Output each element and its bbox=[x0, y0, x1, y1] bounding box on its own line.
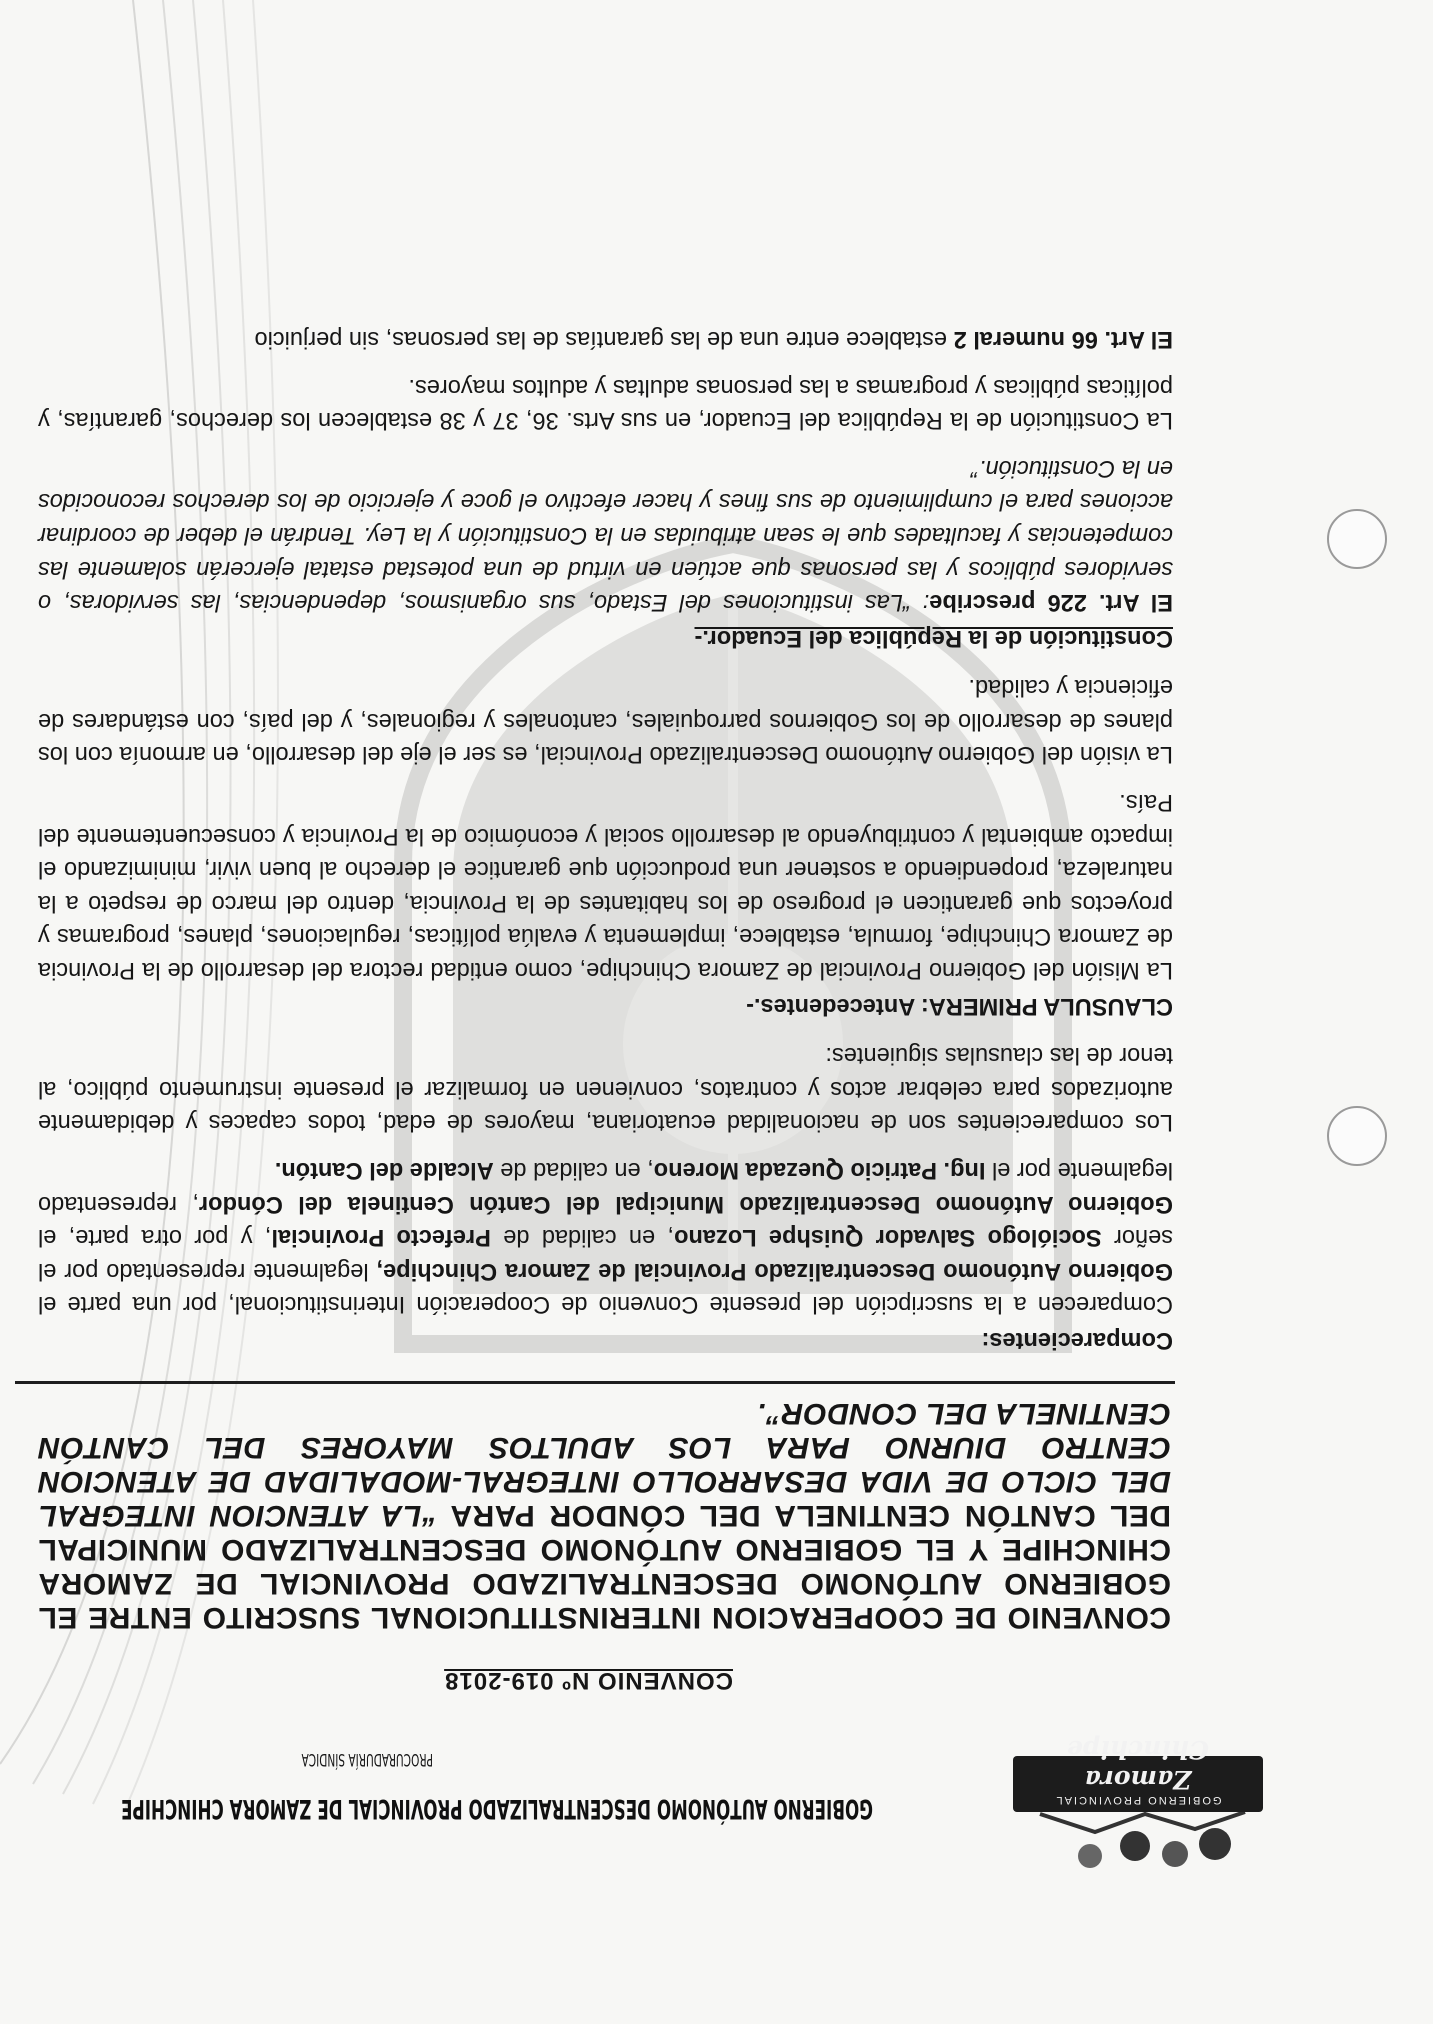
paragraph-mision: La Misión del Gobierno Provincial de Zamora Chinchipe, como entidad rectora del desarrollo de la Provincia de Zamora Chinchipe, formula, establece, implementa y evalúa políticas, regulaciones, planes, programas y proyectos que garanticen el progreso de los habitantes de la Provincia, dentro del marco de respeto a la naturaleza, propendiendo a sostener una producción que garantice el derecho al buen vivir, minimizando el impacto ambiental y contribuyendo al desarrollo social y económico de la Provincia y consecuentemente del País. bbox=[38, 789, 1173, 984]
text-run-italic: : “Las instituciones del Estado, sus organismos, dependencias, las servidoras, o servidores públicos y las personas que actúen en virtud de una potestad estatal ejercerán solamente las competencias y facultades que le sean atribuidas en la Constitución y la Ley. Tendrán el deber de coordinar acciones para el cumplimiento de sus fines y hacer efectivo el goce y ejercicio de los derechos reconocidos en la Constitución.” bbox=[38, 454, 1173, 616]
section-heading-constitucion: Constitución de la República del Ecuador.- bbox=[694, 624, 1173, 651]
paragraph-arts-36-38: La Constitución de la República del Ecuador, en sus Arts. 36, 37 y 38 establecen los derechos, garantías, y políticas públicas y programas a las personas adultas y adultos mayores. bbox=[38, 373, 1173, 434]
text-run-bold: Sociólogo Salvador Quishpe Lozano bbox=[674, 1224, 1102, 1251]
section-heading-comparecientes: Comparecientes: bbox=[981, 1327, 1173, 1353]
agreement-title-main: CONVENIO DE COOPERACION INTERINSTITUCIONAL SUSCRITO ENTRE EL GOBIERNO AUTÓNOMO DESCENTRALIZADO PROVINCIAL DE ZAMORA CHINCHIPE Y EL GOBIERNO AUTÓNOMO DESCENTRALIZADO MUNICIPAL DEL CANTÓN CENTINELA DEL CÓNDOR PARA bbox=[38, 1499, 1171, 1634]
punch-hole bbox=[1327, 509, 1387, 569]
logo-figures-icon bbox=[1025, 1809, 1255, 1884]
paragraph-art-66 bbox=[38, 321, 1173, 355]
organization-name: GOBIERNO AUTÓNOMO DESCENTRALIZADO PROVINCIAL DE ZAMORA CHINCHIPE bbox=[121, 1793, 873, 1824]
text-run-bold: Alcalde del Cantón. bbox=[274, 1157, 494, 1184]
paragraph-comparecientes bbox=[38, 1152, 1173, 1320]
text-run: establece entre una de las garantías de las personas, sin perjuicio bbox=[254, 325, 954, 352]
provincial-logo bbox=[1013, 1714, 1263, 1884]
agreement-number: CONVENIO Nº 019-2018 bbox=[444, 1667, 733, 1694]
text-run-bold: Ing. Patricio Quezada Moreno bbox=[653, 1157, 986, 1184]
paragraph-art-226 bbox=[38, 450, 1173, 618]
text-run: legalmente representado por el señor bbox=[38, 1224, 1173, 1284]
text-run-bold: Gobierno Autónomo Descentralizado Municipal del Cantón Centinela del Cóndor bbox=[198, 1190, 1173, 1217]
section-heading-clausula-primera: CLAUSULA PRIMERA: Antecedentes.- bbox=[746, 992, 1173, 1019]
office-name: PROCURADURÍA SÍNDICA bbox=[301, 1749, 433, 1769]
logo-top-text: GOBIERNO PROVINCIAL bbox=[1054, 1794, 1222, 1806]
agreement-title-subject: “LA ATENCION INTEGRAL DEL CICLO DE VIDA DESARROLLO INTEGRAL-MODALIDAD DE ATENCION CENTRO DIURNO PARA LOS ADULTOS MAYORES DEL CANTÓN CENTINELA DEL CONDOR”. bbox=[38, 1397, 1171, 1532]
text-run-bold: El Art. 226 prescribe bbox=[929, 589, 1173, 616]
text-run: Comparecen a la suscripción del presente Convenio de Cooperación Interinstitucional, por una parte el bbox=[38, 1291, 1173, 1318]
paragraph-vision: La visión del Gobierno Autónomo Descentralizado Provincial, es ser el eje del desarrollo, en armonía con los planes de desarrollo de los Gobiernos parroquiales, cantonales y regionales, y del país, con estándares de eficiencia y calidad. bbox=[38, 674, 1173, 768]
title-divider bbox=[15, 1381, 1175, 1384]
logo-badge bbox=[1013, 1735, 1263, 1812]
text-run: , representado legalmente por el bbox=[37, 1157, 1173, 1217]
text-run-bold: Prefecto Provincial bbox=[271, 1224, 491, 1251]
text-run: , y por otra parte, el bbox=[37, 1224, 272, 1251]
document-body bbox=[38, 319, 1173, 1356]
logo-name-text: Zamora Chinchipe bbox=[1066, 1735, 1210, 1794]
text-run-bold: Gobierno Autónomo Descentralizado Provincial de Zamora Chinchipe, bbox=[376, 1257, 1173, 1284]
text-run: , en calidad de bbox=[493, 1157, 654, 1184]
punch-hole bbox=[1327, 1106, 1387, 1166]
agreement-title bbox=[38, 1396, 1171, 1634]
paragraph-capacidad: Los comparecientes son de nacionalidad ecuatoriana, mayores de edad, todos capaces y debidamente autorizados para celebrar actos y contratos, convienen en formalizar el presente instrumento público, al tenor de las clausulas siguientes: bbox=[38, 1042, 1173, 1136]
text-run-bold: El Art. 66 numeral 2 bbox=[953, 325, 1173, 352]
text-run: , en calidad de bbox=[490, 1224, 675, 1251]
